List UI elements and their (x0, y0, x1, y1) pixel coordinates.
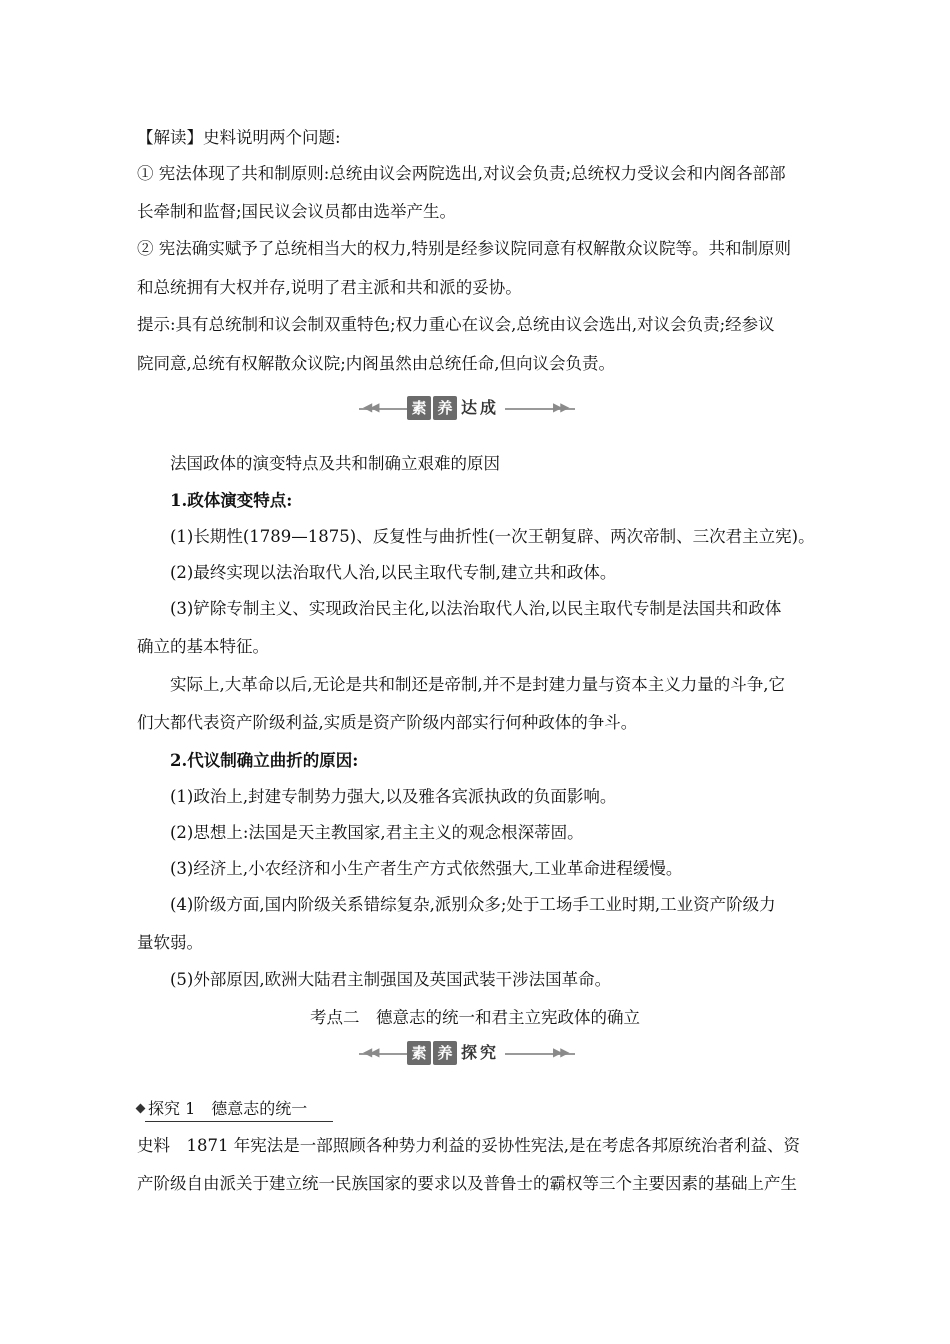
summary-item-3-line2: 确立的基本特征。 (137, 637, 269, 656)
reason-4-line1: (4)阶级方面,国内阶级关系错综复杂,派别众多;处于工场手工业时期,工业资产阶级力 (170, 895, 776, 914)
hint-line2: 院同意,总统有权解散众议院;内阁虽然由总统任命,但向议会负责。 (137, 354, 616, 373)
banner-box-2: 养 (433, 396, 457, 420)
interpretation-intro: 【解读】史料说明两个问题: (137, 128, 341, 147)
hint-line1: 提示:具有总统制和议会制双重特色;权力重心在议会,总统由议会选出,对议会负责;经参议 (137, 315, 775, 334)
source-line1: 史料 1871 年宪法是一部照顾各种势力利益的妥协性宪法,是在考虑各邦原统治者利益、资 (137, 1136, 800, 1155)
interpretation-p1-line1: ① 宪法体现了共和制原则:总统由议会两院选出,对议会负责;总统权力受议会和内阁各部部 (137, 164, 786, 183)
reason-5: (5)外部原因,欧洲大陆君主制强国及英国武装干涉法国革命。 (170, 970, 612, 989)
interpretation-p2-line2: 和总统拥有大权并存,说明了君主派和共和派的妥协。 (137, 278, 522, 297)
summary-item-2: (2)最终实现以法治取代人治,以民主取代专制,建立共和政体。 (170, 563, 617, 582)
banner-text: 探究 (461, 1043, 500, 1062)
summary-heading-1: 1.政体演变特点: (170, 491, 293, 510)
explore-heading-text: 探究 1 德意志的统一 (148, 1099, 308, 1118)
interpretation-label: 【解读】 (137, 128, 203, 147)
summary-heading-2: 2.代议制确立曲折的原因: (170, 751, 359, 770)
banner-box-1: 素 (407, 396, 431, 420)
explore-heading (137, 1098, 307, 1120)
summary-note-line1: 实际上,大革命以后,无论是共和制还是帝制,并不是封建力量与资本主义力量的斗争,它 (170, 675, 785, 694)
diamond-bullet-icon (136, 1104, 146, 1114)
reason-2: (2)思想上:法国是天主教国家,君主主义的观念根深蒂固。 (170, 823, 584, 842)
banner-box-1: 素 (407, 1041, 431, 1065)
banner-text: 达成 (461, 398, 500, 417)
interpretation-p2-line1: ② 宪法确实赋予了总统相当大的权力,特别是经参议院同意有权解散众议院等。共和制原则 (137, 239, 791, 258)
section-banner-achievement (355, 395, 595, 423)
banner-box-2: 养 (433, 1041, 457, 1065)
summary-title: 法国政体的演变特点及共和制确立艰难的原因 (170, 454, 500, 473)
section-2-title: 考点二 德意志的统一和君主立宪政体的确立 (310, 1008, 640, 1027)
summary-note-line2: 们大都代表资产阶级利益,实质是资产阶级内部实行何种政体的争斗。 (137, 713, 638, 732)
banner-arrows-left-icon: ◀◀ (363, 1045, 378, 1059)
section-banner-explore (355, 1040, 595, 1068)
explore-heading-underline (145, 1121, 333, 1122)
reason-1: (1)政治上,封建专制势力强大,以及雅各宾派执政的负面影响。 (170, 787, 617, 806)
banner-arrows-right-icon: ▶▶ (553, 400, 568, 414)
reason-3: (3)经济上,小农经济和小生产者生产方式依然强大,工业革命进程缓慢。 (170, 859, 683, 878)
reason-4-line2: 量软弱。 (137, 933, 203, 952)
interpretation-p1-line2: 长牵制和监督;国民议会议员都由选举产生。 (137, 202, 457, 221)
summary-item-3-line1: (3)铲除专制主义、实现政治民主化,以法治取代人治,以民主取代专制是法国共和政体 (170, 599, 782, 618)
banner-arrows-right-icon: ▶▶ (553, 1045, 568, 1059)
banner-arrows-left-icon: ◀◀ (363, 400, 378, 414)
summary-item-1: (1)长期性(1789—1875)、反复性与曲折性(一次王朝复辟、两次帝制、三次君主立宪)。 (170, 527, 815, 546)
source-line2: 产阶级自由派关于建立统一民族国家的要求以及普鲁士的霸权等三个主要因素的基础上产生 (137, 1174, 797, 1193)
